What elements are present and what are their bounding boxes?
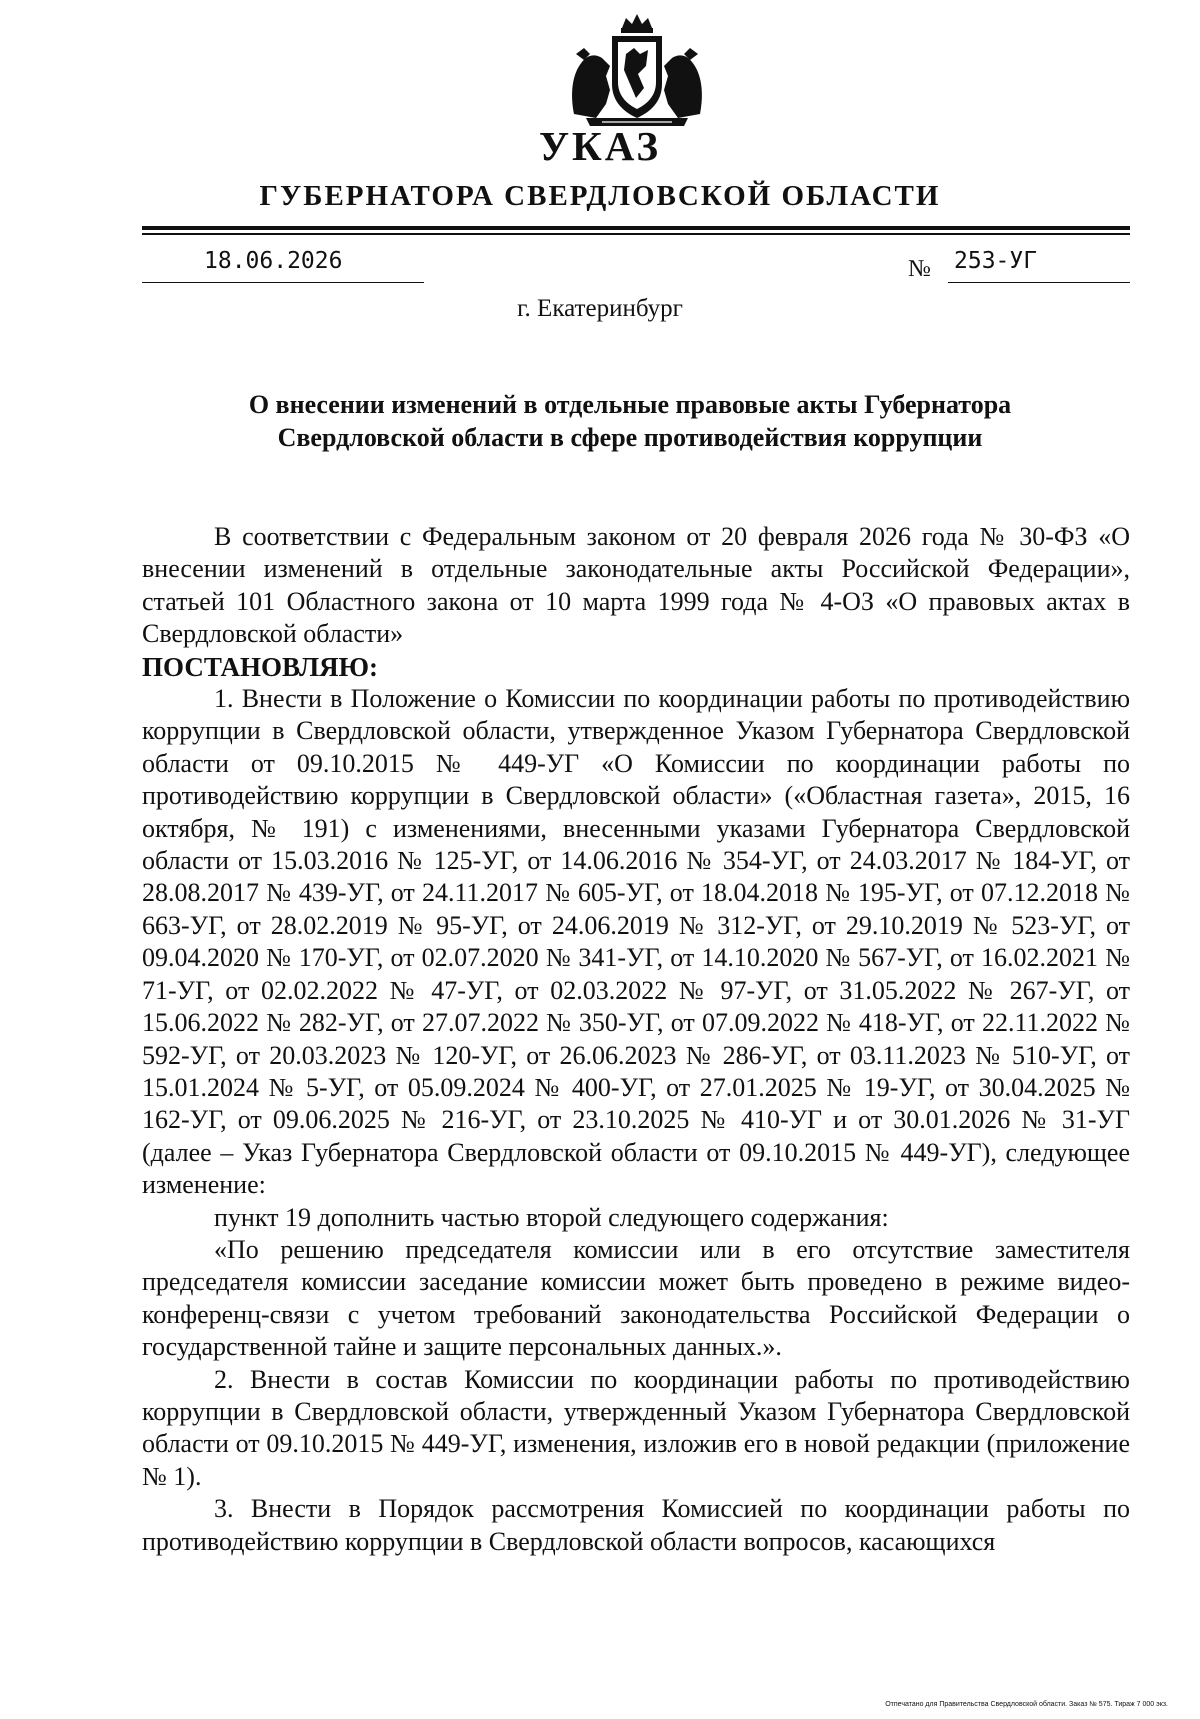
decree-title: УКАЗ [538,123,662,169]
item-1-paragraph: 1. Внести в Положение о Комиссии по координации работы по противодействию коррупции в Свердловской области, утвержденное Указом Губернатора Свердловской области от 09.10.2015 № 449-УГ «О Комиссии по координации работы по противодействию коррупции в Свердловской области» («Областная газета», 2015, 16 октября, № 191) с изменениями, внесенными указами Губернатора Свердловской области от 15.03.2016 № 125-УГ, от 14.06.2016 № 354-УГ, от 24.03.2017 № 184-УГ, от 28.08.2017 № 439-УГ, от 24.11.2017 № 605-УГ, от 18.04.2018 № 195-УГ, от 07.12.2018 № 663-УГ, от 28.02.2019 № 95-УГ, от 24.06.2019 № 312-УГ, от 29.10.2019 № 523-УГ, от 09.04.2020 № 170-УГ, от 02.07.2020 № 341-УГ, от 14.10.2020 № 567-УГ, от 16.02.2021 № 71-УГ, от 02.02.2022 № 47-УГ, от 02.03.2022 № 97-УГ, от 31.05.2022 № 267-УГ, от 15.06.2022 № 282-УГ, от 27.07.2022 № 350-УГ, от 07.09.2022 № 418-УГ, от 22.11.2022 № 592-УГ, от 20.03.2023 № 120-УГ, от 26.06.2023 № 286-УГ, от 03.11.2023 № 510-УГ, от 15.01.2024 № 5-УГ, от 05.09.2024 № 400-УГ, от 27.01.2025 № 19-УГ, от 30.04.2025 № 162-УГ, от 09.06.2025 № 216-УГ, от 23.10.2025 № 410-УГ и от 30.01.2026 № 31-УГ (далее – Указ Губернатора Свердловской области от 09.10.2015 № 449-УГ), следующее изменение: [142,684,1130,1200]
decree-subtitle: ГУБЕРНАТОРА СВЕРДЛОВСКОЙ ОБЛАСТИ [259,180,941,212]
item-1-subparagraph: пункт 19 дополнить частью второй следующего содержания: [214,1202,889,1232]
print-footer-note: Отпечатано для Правительства Свердловской области. Заказ № 575. Тираж 7 000 экз. [885,1701,1168,1708]
item-1-quote: «По решению председателя комиссии или в его отсутствие заместителя председателя комиссии заседание комиссии может быть проведено в режиме видео-конференц-связи с учетом требований законодательства Российской Федерации о государственной тайне и защите персональных данных.». [142,1234,1130,1362]
document-heading-line-1: О внесении изменений в отдельные правовые акты Губернатора [248,390,1012,419]
preamble-paragraph: В соответствии с Федеральным законом от 20 февраля 2026 года № 30-ФЗ «О внесении изменений в отдельные законодательные акты Российской Федерации», статьей 101 Областного закона от 10 марта 1999 года № 4-ОЗ «О правовых актах в Свердловской области» [142,522,1130,649]
date-underline [142,282,424,283]
item-2-paragraph: 2. Внести в состав Комиссии по координации работы по противодействию коррупции в Свердловской области, утвержденный Указом Губернатора Свердловской области от 09.10.2015 № 449-УГ, изменения, изложив его в новой редакции (приложение № 1). [142,1364,1130,1491]
coat-of-arms-icon [566,14,708,130]
item-3-paragraph: 3. Внести в Порядок рассмотрения Комиссией по координации работы по противодействию коррупции в Свердловской области вопросов, касающихся [142,1494,1130,1556]
number-sign: № [908,256,931,282]
city: г. Екатеринбург [517,295,683,322]
document-heading-line-2: Свердловской области в сфере противодействия коррупции [277,423,983,452]
decree-word: ПОСТАНОВЛЯЮ: [142,651,378,682]
decree-body [142,521,1130,1558]
header-rule-thick [142,226,1130,230]
decree-number: 253-УГ [954,248,1038,274]
number-underline [948,282,1130,283]
header-rule-thin [142,233,1130,235]
decree-date: 18.06.2026 [204,248,343,274]
document-heading [142,388,1118,454]
